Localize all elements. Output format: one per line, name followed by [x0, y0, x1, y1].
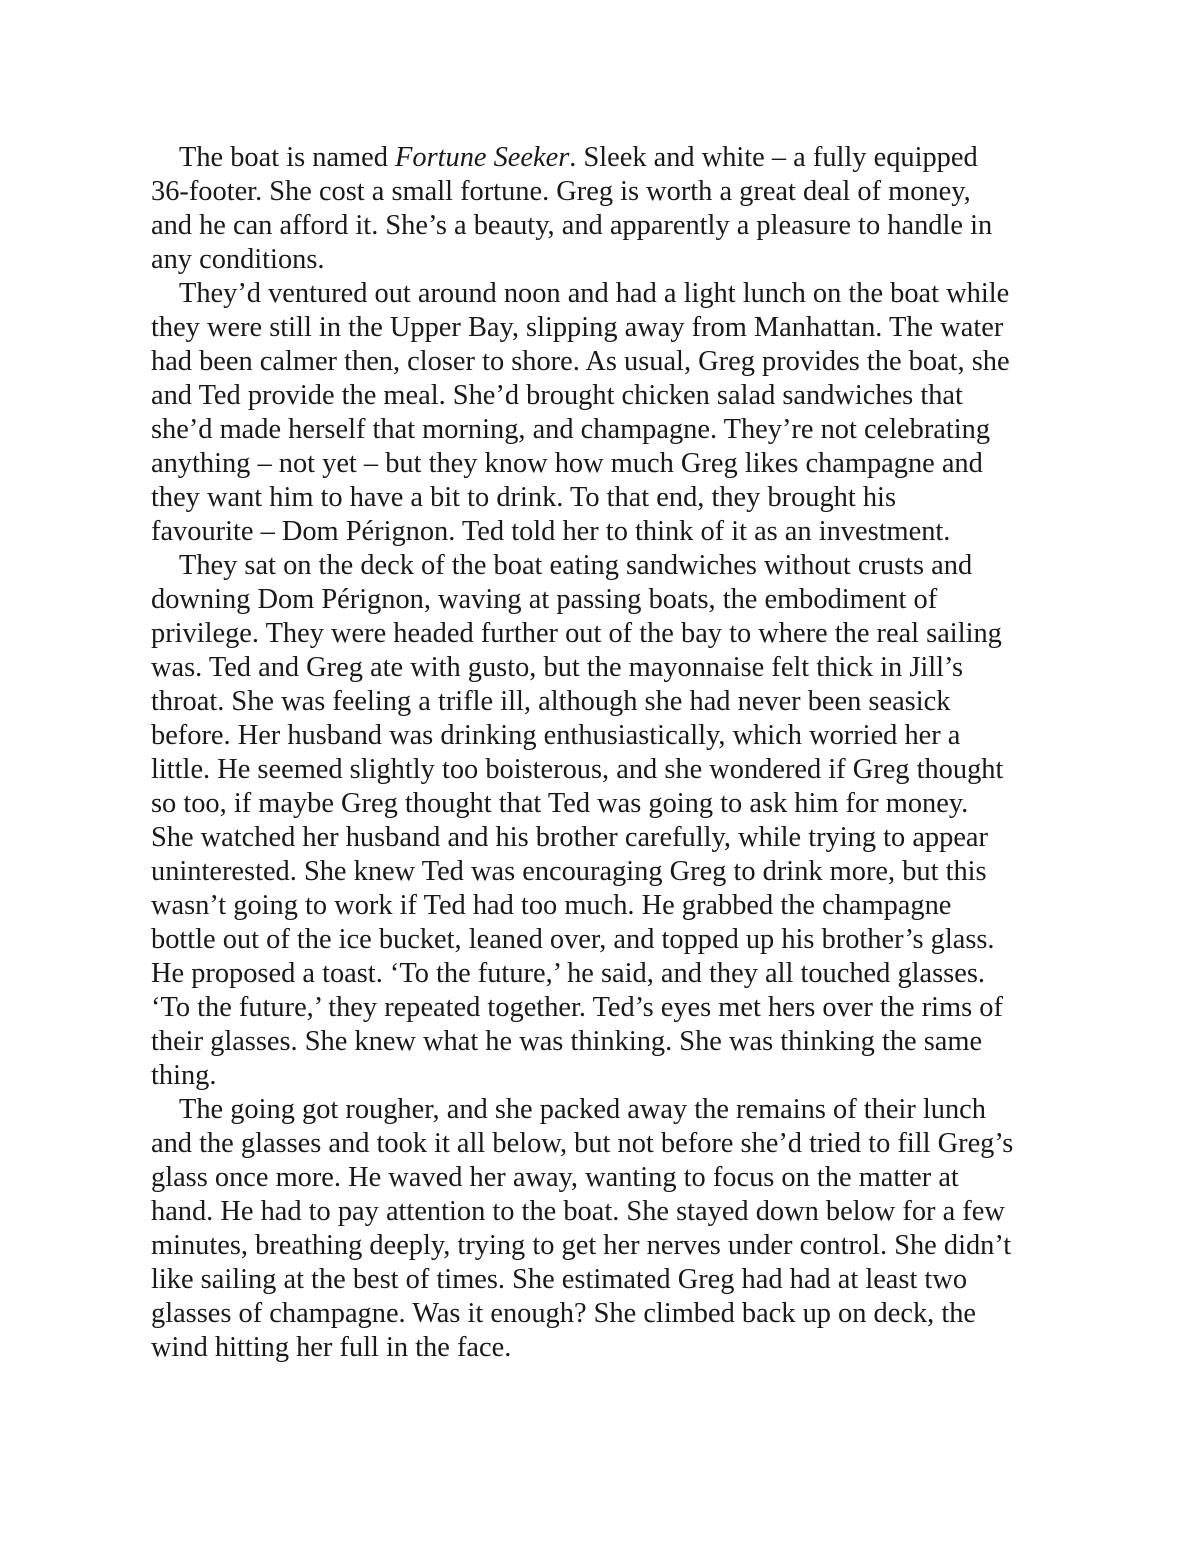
text-run: He proposed a toast. ‘To the future,’ he said, and they all touched glasses.: [151, 958, 985, 989]
text-run: they want him to have a bit to drink. To that end, they brought his: [151, 482, 896, 513]
text-run: They’d ventured out around noon and had a light lunch on the boat while: [179, 278, 1010, 309]
text-line: [151, 1127, 1051, 1161]
text-line: [151, 957, 1051, 991]
text-line: [151, 1297, 1051, 1331]
text-line: [151, 617, 1051, 651]
text-line: [151, 1059, 1051, 1093]
text-run: The going got rougher, and she packed away the remains of their lunch: [179, 1094, 986, 1125]
text-line: [151, 855, 1051, 889]
text-line: [151, 1025, 1051, 1059]
text-line: [151, 583, 1051, 617]
text-run: minutes, breathing deeply, trying to get her nerves under control. She didn’t: [151, 1230, 1012, 1261]
text-line: [151, 685, 1051, 719]
text-line: [151, 787, 1051, 821]
text-line: [151, 345, 1051, 379]
text-run: and the glasses and took it all below, but not before she’d tried to fill Greg’s: [151, 1128, 1014, 1159]
text-run: wind hitting her full in the face.: [151, 1332, 512, 1363]
text-line: [151, 481, 1051, 515]
text-run: The boat is named: [179, 142, 396, 173]
text-run: . Sleek and white – a fully equipped: [569, 142, 978, 173]
text-line: [151, 1331, 1051, 1365]
text-line: [151, 889, 1051, 923]
text-run: before. Her husband was drinking enthusiastically, which worried her a: [151, 720, 961, 751]
text-run: any conditions.: [151, 244, 325, 275]
text-line: [151, 1263, 1051, 1297]
text-run: throat. She was feeling a trifle ill, although she had never been seasick: [151, 686, 951, 717]
text-run: downing Dom Pérignon, waving at passing boats, the embodiment of: [151, 584, 938, 615]
text-run: she’d made herself that morning, and champagne. They’re not celebrating: [151, 414, 991, 445]
text-run: their glasses. She knew what he was thinking. She was thinking the same: [151, 1026, 983, 1057]
text-line: [151, 753, 1051, 787]
text-line: [151, 1229, 1051, 1263]
text-run: bottle out of the ice bucket, leaned over, and topped up his brother’s glass.: [151, 924, 995, 955]
text-run: anything – not yet – but they know how much Greg likes champagne and: [151, 448, 983, 479]
text-run: uninterested. She knew Ted was encouraging Greg to drink more, but this: [151, 856, 987, 887]
text-line: [151, 1195, 1051, 1229]
paragraph: [151, 277, 1051, 549]
paragraph: [151, 549, 1051, 1093]
text-run: glasses of champagne. Was it enough? She climbed back up on deck, the: [151, 1298, 977, 1329]
text-run: wasn’t going to work if Ted had too much. He grabbed the champagne: [151, 890, 952, 921]
text-line: [151, 311, 1051, 345]
text-run: hand. He had to pay attention to the boat. She stayed down below for a few: [151, 1196, 1005, 1227]
text-run: and Ted provide the meal. She’d brought chicken salad sandwiches that: [151, 380, 963, 411]
text-line: [151, 651, 1051, 685]
text-run: thing.: [151, 1060, 217, 1091]
text-run: They sat on the deck of the boat eating sandwiches without crusts and: [179, 550, 973, 581]
text-line: [151, 719, 1051, 753]
text-run: so too, if maybe Greg thought that Ted was going to ask him for money.: [151, 788, 969, 819]
text-line: [151, 1093, 1051, 1127]
text-run: She watched her husband and his brother carefully, while trying to appear: [151, 822, 988, 853]
text-line: [151, 209, 1051, 243]
text-run: privilege. They were headed further out of the bay to where the real sailing: [151, 618, 1002, 649]
text-line: [151, 379, 1051, 413]
text-run: they were still in the Upper Bay, slipping away from Manhattan. The water: [151, 312, 1004, 343]
document-page: [151, 141, 1051, 1365]
text-run: 36-footer. She cost a small fortune. Greg is worth a great deal of money,: [151, 176, 971, 207]
text-line: [151, 175, 1051, 209]
paragraph: [151, 141, 1051, 277]
text-run: glass once more. He waved her away, wanting to focus on the matter at: [151, 1162, 959, 1193]
text-run: ‘To the future,’ they repeated together. Ted’s eyes met hers over the rims of: [151, 992, 1003, 1023]
text-line: [151, 277, 1051, 311]
text-line: [151, 1161, 1051, 1195]
text-line: [151, 243, 1051, 277]
text-run: had been calmer then, closer to shore. As usual, Greg provides the boat, she: [151, 346, 1010, 377]
text-line: [151, 991, 1051, 1025]
text-run: little. He seemed slightly too boisterous, and she wondered if Greg thought: [151, 754, 1004, 785]
text-line: [151, 549, 1051, 583]
text-run: was. Ted and Greg ate with gusto, but the mayonnaise felt thick in Jill’s: [151, 652, 963, 683]
text-run: favourite – Dom Pérignon. Ted told her to think of it as an investment.: [151, 516, 951, 547]
text-line: [151, 515, 1051, 549]
text-line: [151, 923, 1051, 957]
paragraph: [151, 1093, 1051, 1365]
text-line: [151, 141, 1051, 175]
text-line: [151, 413, 1051, 447]
text-line: [151, 447, 1051, 481]
text-run: and he can afford it. She’s a beauty, and apparently a pleasure to handle in: [151, 210, 993, 241]
text-line: [151, 821, 1051, 855]
text-run: like sailing at the best of times. She estimated Greg had had at least two: [151, 1264, 968, 1295]
italic-text-run: Fortune Seeker: [395, 142, 570, 173]
